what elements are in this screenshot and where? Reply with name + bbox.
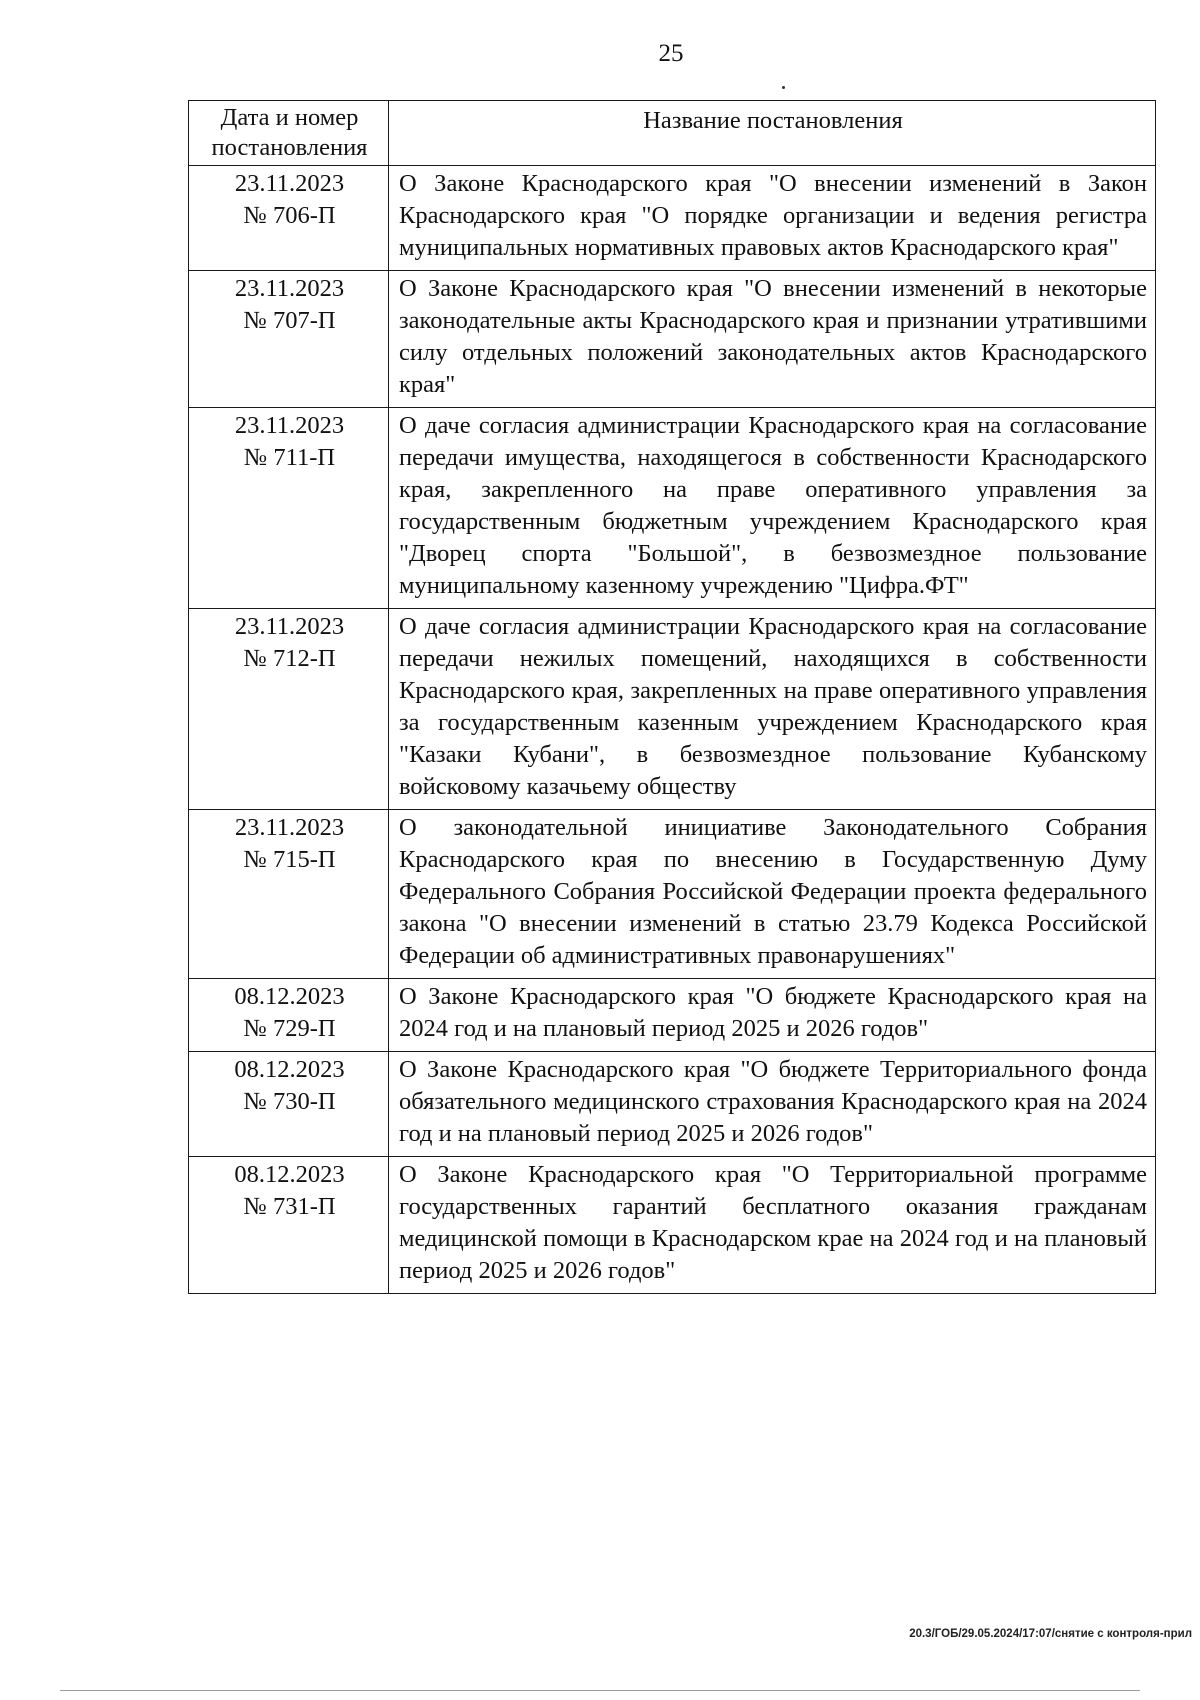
table-row: [189, 271, 1156, 408]
document-control-code: 20.3/ГОБ/29.05.2024/17:07/снятие с контроля-прил: [909, 1628, 1192, 1640]
resolution-date: 23.11.2023: [234, 275, 345, 302]
resolution-date: 08.12.2023: [234, 983, 345, 1010]
page-bottom-rule: [60, 1690, 1140, 1691]
resolution-number: № 707-П: [243, 307, 336, 334]
table-body: [189, 166, 1156, 1294]
resolution-date-number: [189, 271, 389, 408]
resolution-title: О даче согласия администрации Краснодарского края на согласование передачи имущества, находящегося в собственности Краснодарского края, закрепленного на праве оперативного управления за государственным бюджетным учреждением Краснодарского края "Дворец спорта "Большой", в безвозмездное пользование муниципальному казенному учреждению "Цифра.ФТ": [389, 408, 1156, 609]
resolution-date: 23.11.2023: [234, 814, 345, 841]
resolution-number: № 729-П: [243, 1015, 336, 1042]
resolution-title: О Законе Краснодарского края "О внесении изменений в некоторые законодательные акты Краснодарского края и признании утратившими силу отдельных положений законодательных актов Краснодарского края": [389, 271, 1156, 408]
scan-artifact: [782, 86, 785, 89]
table-row: [189, 979, 1156, 1052]
resolution-date-number: [189, 609, 389, 810]
resolution-date-number: [189, 979, 389, 1052]
resolution-number: № 731-П: [243, 1193, 336, 1220]
resolution-date: 23.11.2023: [234, 412, 345, 439]
resolution-number: № 706-П: [243, 202, 336, 229]
resolution-title: О законодательной инициативе Законодательного Собрания Краснодарского края по внесению в Государственную Думу Федерального Собрания Российской Федерации проекта федерального закона "О внесении изменений в статью 23.79 Кодекса Российской Федерации об административных правонарушениях": [389, 810, 1156, 979]
resolution-title: О Законе Краснодарского края "О бюджете Территориального фонда обязательного медицинского страхования Краснодарского края на 2024 год и на плановый период 2025 и 2026 годов": [389, 1052, 1156, 1157]
table-row: [189, 408, 1156, 609]
resolutions-table: [188, 100, 1156, 1294]
table-row: [189, 810, 1156, 979]
resolution-number: № 711-П: [243, 444, 336, 471]
resolution-date: 08.12.2023: [234, 1161, 345, 1188]
resolution-date-number: [189, 408, 389, 609]
resolution-date-number: [189, 1052, 389, 1157]
table-row: [189, 1052, 1156, 1157]
resolution-number: № 712-П: [243, 645, 336, 672]
resolution-title: О Законе Краснодарского края "О внесении изменений в Закон Краснодарского края "О порядке организации и ведения регистра муниципальных нормативных правовых актов Краснодарского края": [389, 166, 1156, 271]
resolution-date-number: [189, 810, 389, 979]
header-title: Название постановления: [389, 101, 1156, 166]
resolution-date: 08.12.2023: [234, 1056, 345, 1083]
resolution-date: 23.11.2023: [234, 170, 345, 197]
table-row: [189, 166, 1156, 271]
resolution-number: № 730-П: [243, 1088, 336, 1115]
resolution-date: 23.11.2023: [234, 613, 345, 640]
page-number: 25: [658, 40, 684, 67]
table-header-row: [189, 101, 1156, 166]
resolution-title: О даче согласия администрации Краснодарского края на согласование передачи нежилых помещений, находящихся в собственности Краснодарского края, закрепленных на праве оперативного управления за государственным казенным учреждением Краснодарского края "Казаки Кубани", в безвозмездное пользование Кубанскому войсковому казачьему обществу: [389, 609, 1156, 810]
resolutions-table-wrapper: [188, 100, 1156, 1294]
resolution-date-number: [189, 166, 389, 271]
header-date-number: Дата и номер постановления: [189, 101, 389, 166]
resolution-title: О Законе Краснодарского края "О бюджете Краснодарского края на 2024 год и на плановый период 2025 и 2026 годов": [389, 979, 1156, 1052]
resolution-number: № 715-П: [243, 846, 336, 873]
resolution-title: О Законе Краснодарского края "О Территориальной программе государственных гарантий бесплатного оказания гражданам медицинской помощи в Краснодарском крае на 2024 год и на плановый период 2025 и 2026 годов": [389, 1157, 1156, 1294]
table-row: [189, 1157, 1156, 1294]
table-row: [189, 609, 1156, 810]
resolution-date-number: [189, 1157, 389, 1294]
